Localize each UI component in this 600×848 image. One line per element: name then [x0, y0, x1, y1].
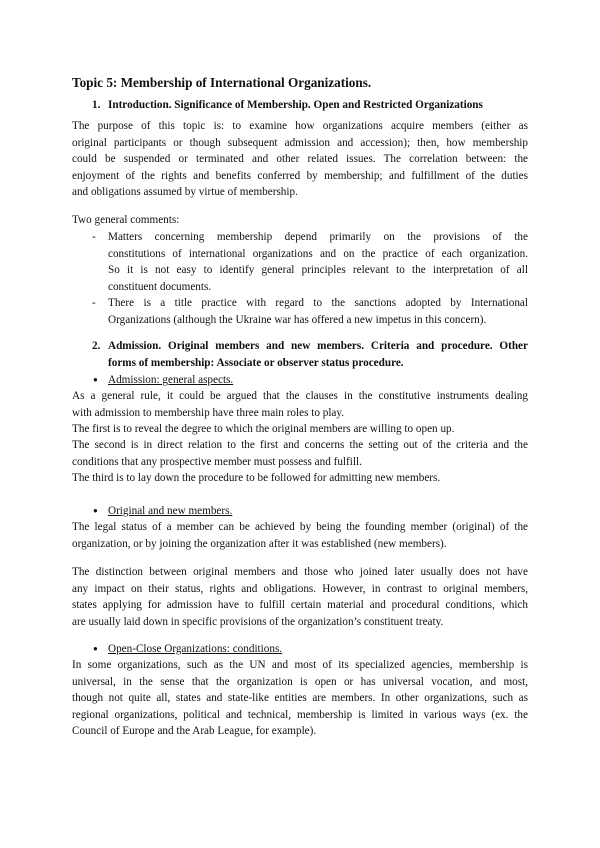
text-line: The third is to lay down the procedure to be followed for admitting new members.	[72, 472, 441, 484]
text-line: Admission: general aspects.	[108, 374, 234, 386]
text-line: enjoyment of the rights and benefits conferred by membership; and fulfillment of the duties	[72, 169, 528, 182]
section-number: 1.	[92, 99, 101, 111]
section-heading	[92, 338, 528, 371]
text-line: Admission. Original members and new members. Criteria and procedure. Other	[108, 340, 528, 352]
text-line: The distinction between original members and those who joined later usually does not have	[72, 566, 528, 578]
paragraph	[72, 564, 528, 630]
text-line: Two general comments:	[72, 214, 180, 226]
text-line: conditions that any prospective member must possess and fulfill.	[72, 455, 362, 468]
text-line: original participants or though subsequent admission and accession); then, how membership	[72, 136, 528, 149]
text-line: though not quite all, states and state-like entities are members. In other organizations, such as	[72, 692, 528, 704]
dash-list-item	[92, 295, 528, 328]
text-line: Open-Close Organizations: conditions.	[108, 643, 283, 655]
bullet-subheading	[93, 503, 528, 520]
bullet-subheading	[93, 372, 528, 389]
text-line: There is a title practice with regard to the sanctions adopted by International	[108, 297, 528, 309]
bullet-icon: ●	[93, 644, 98, 653]
text-line: regional organizations, political and technical, membership is limited in various ways (ex. the	[72, 708, 528, 721]
text-line: organization, or by joining the organization after it was established (new members).	[72, 537, 447, 550]
text-line: with admission to membership have three main roles to play.	[72, 406, 345, 419]
text-line: Council of Europe and the Arab League, for example).	[72, 725, 317, 737]
bullet-icon: ●	[93, 506, 98, 515]
text-line: So it is not easy to identify general principles relevant to the interpretation of all	[108, 264, 528, 276]
paragraph	[72, 437, 528, 470]
paragraph	[72, 421, 528, 438]
text-line: constitutions of international organizations and on the practice of each organization.	[108, 247, 528, 260]
paragraph	[72, 657, 528, 740]
document-title: Topic 5: Membership of International Organizations.	[72, 75, 372, 90]
text-line: In some organizations, such as the UN and most of its specialized agencies, membership is	[72, 659, 528, 671]
text-line: and obligations assumed by virtue of membership.	[72, 186, 298, 198]
text-line: universal, in the sense that the organization is open or has universal vocation, and most,	[72, 675, 528, 688]
text-line: could be suspended or terminated and other related issues. The correlation between: the	[72, 153, 528, 165]
text-line: Organizations (although the Ukraine war has offered a new impetus in this concern).	[108, 313, 487, 326]
text-line: The legal status of a member can be achieved by being the founding member (original) of the	[72, 521, 528, 533]
text-line: The purpose of this topic is: to examine how organizations acquire members (either as	[72, 120, 528, 132]
dash-list-item	[92, 229, 528, 295]
paragraph	[72, 470, 528, 487]
bullet-subheading	[93, 641, 528, 658]
text-line: forms of membership: Associate or observer status procedure.	[108, 356, 404, 369]
text-line: Original and new members.	[108, 505, 233, 517]
dash-marker: -	[92, 231, 96, 243]
text-line: As a general rule, it could be argued that the clauses in the constitutive instruments dealing	[72, 390, 528, 402]
text-line: Matters concerning membership depend primarily on the provisions of the	[108, 231, 528, 243]
section-heading	[92, 97, 528, 114]
section-number: 2.	[92, 340, 101, 352]
paragraph	[72, 388, 528, 421]
paragraph	[72, 212, 528, 229]
text-line: The first is to reveal the degree to which the original members are willing to open up.	[72, 423, 455, 435]
text-line: The second is in direct relation to the first and concerns the setting out of the criteria and the	[72, 439, 528, 451]
text-line: states applying for admission have to fulfill certain material and procedural conditions, which	[72, 599, 528, 611]
dash-marker: -	[92, 297, 96, 309]
text-line: constituent documents.	[108, 280, 212, 293]
text-line: any impact on their status, rights and obligations. However, in contrast to original members,	[72, 582, 528, 595]
text-line: are usually laid down in specific provisions of the organization’s constituent treaty.	[72, 615, 444, 628]
bullet-icon: ●	[93, 375, 98, 384]
paragraph	[72, 519, 528, 552]
text-line: Introduction. Significance of Membership. Open and Restricted Organizations	[108, 99, 483, 111]
paragraph	[72, 118, 528, 201]
